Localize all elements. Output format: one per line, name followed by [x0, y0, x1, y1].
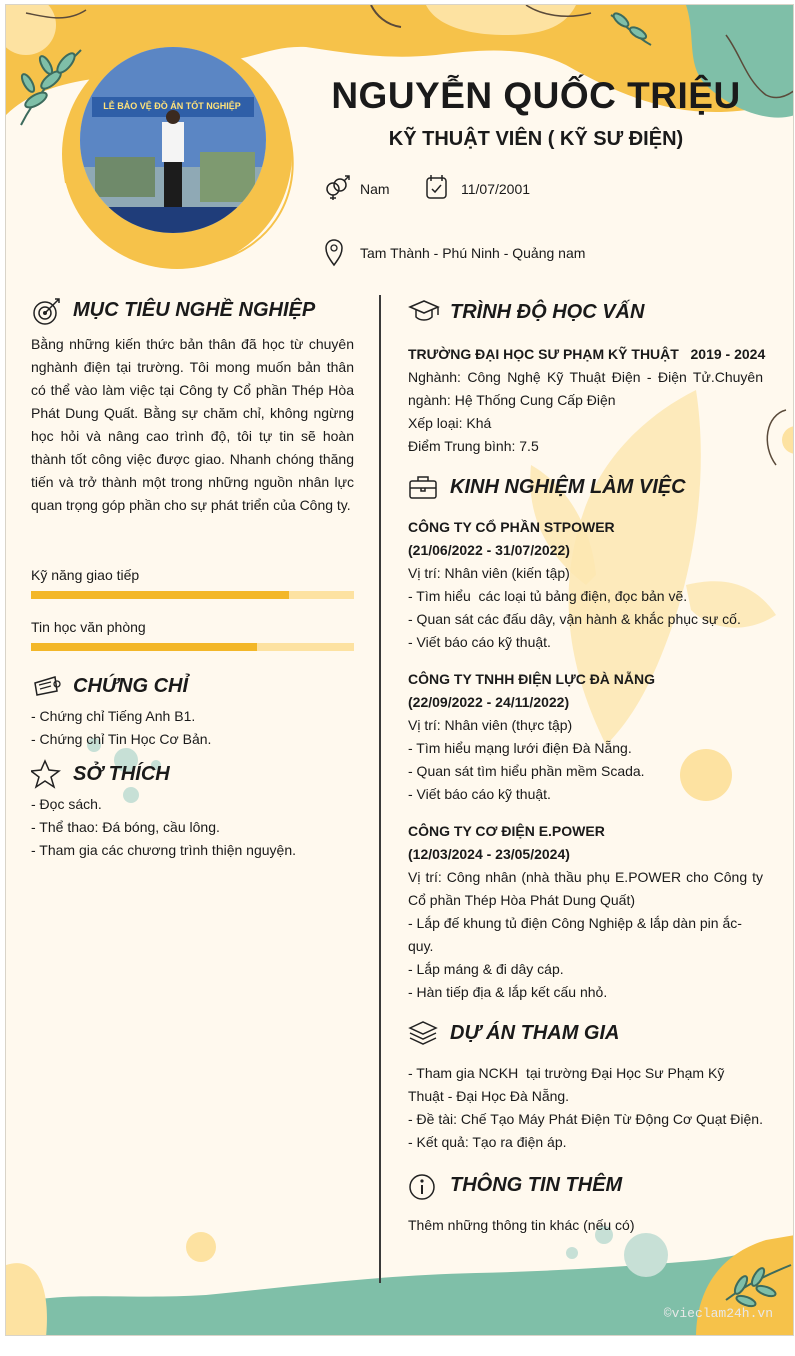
job-period: (22/09/2022 - 24/11/2022)	[408, 694, 570, 710]
job-task: - Quan sát tìm hiểu phần mềm Scada.	[408, 763, 645, 779]
skill-bar	[31, 643, 354, 651]
objective-text: Bằng những kiến thức bản thân đã học từ chuyên nghành điện tại trường. Tôi mong muốn bản thân có thể vào làm việc tại Công ty Cổ phần Thép Hòa Phát Dung Quất. Bằng sự chăm chỉ, không ngừng học hỏi và nâng cao trình độ, tôi tự tin sẽ hoàn thành tốt công việc được giao. Nhanh chóng thăng tiến và trở thành một trong những nguồn nhân lực quan trọng góp phần cho sự phát triển của Công ty.	[31, 336, 354, 513]
education-rank: Xếp loại: Khá	[408, 415, 492, 431]
job-task: - Tìm hiểu các loại tủ bảng điện, đọc bản vẽ.	[408, 588, 688, 604]
education-major: Nghành: Công Nghệ Kỹ Thuật Điện - Điện Tử.Chuyên ngành: Hệ Thống Cung Cấp Điện	[408, 369, 763, 408]
info-icon	[408, 1170, 440, 1202]
target-icon	[31, 295, 63, 327]
briefcase-icon	[408, 472, 440, 502]
skills-section	[31, 567, 354, 651]
candidate-name: NGUYỄN QUỐC TRIỆU	[331, 75, 741, 116]
hobbies-list	[31, 793, 354, 862]
cv-page	[5, 4, 794, 1336]
project-item: - Đề tài: Chế Tạo Máy Phát Điện Từ Động Cơ Quạt Điện.	[408, 1111, 763, 1127]
candidate-job-title: KỸ THUẬT VIÊN ( KỸ SƯ ĐIỆN)	[388, 128, 684, 150]
job-position: Vị trí: Nhân viên (kiến tập)	[408, 565, 570, 581]
job-position: Vị trí: Công nhân (nhà thầu phụ E.POWER cho Công ty Cổ phần Thép Hòa Phát Dung Quất)	[408, 869, 763, 908]
job-task: - Viết báo cáo kỹ thuật.	[408, 786, 551, 802]
job-task: - Quan sát các đấu dây, vận hành & khắc phục sự cố.	[408, 611, 741, 627]
job-period: (12/03/2024 - 23/05/2024)	[408, 846, 570, 862]
project-item: - Kết quả: Tạo ra điện áp.	[408, 1134, 567, 1150]
skill-label: Kỹ năng giao tiếp	[31, 567, 140, 583]
job-company: CÔNG TY CỔ PHẦN STPOWER	[408, 519, 615, 535]
job-position: Vị trí: Nhân viên (thực tập)	[408, 717, 573, 733]
hobby-item: - Đọc sách.	[31, 796, 102, 812]
hobbies-heading	[31, 759, 354, 793]
gender-value: Nam	[360, 181, 390, 197]
job-company: CÔNG TY TNHH ĐIỆN LỰC ĐÀ NẴNG	[408, 671, 656, 687]
job-period: (21/06/2022 - 31/07/2022)	[408, 542, 570, 558]
experience-title: KINH NGHIỆM LÀM VIỆC	[450, 476, 686, 498]
right-column	[408, 297, 766, 1237]
skill-bar-fill	[31, 591, 289, 599]
job-task: - Hàn tiếp địa & lắp kết cấu nhỏ.	[408, 984, 608, 1000]
experience-heading	[408, 472, 763, 506]
education-heading	[408, 297, 763, 331]
additional-heading	[408, 1170, 763, 1204]
certificate-item: - Chứng chỉ Tin Học Cơ Bản.	[31, 731, 212, 747]
hobby-item: - Tham gia các chương trình thiện nguyện.	[31, 842, 296, 858]
job-task: - Lắp máng & đi dây cáp.	[408, 961, 564, 977]
education-gpa: Điểm Trung bình: 7.5	[408, 438, 539, 454]
skill-bar	[31, 591, 354, 599]
education-title: TRÌNH ĐỘ HỌC VẤN	[450, 301, 645, 323]
layers-icon	[408, 1018, 440, 1050]
gender-icon	[323, 173, 351, 201]
address-value: Tam Thành - Phú Ninh - Quảng nam	[360, 245, 586, 261]
certificates-title: CHỨNG CHỈ	[73, 675, 189, 697]
location-pin-icon	[323, 237, 349, 267]
calendar-icon	[424, 173, 450, 201]
projects-heading	[408, 1018, 763, 1052]
certificates-heading	[31, 671, 354, 705]
certificate-scroll-icon	[31, 671, 63, 701]
job-company: CÔNG TY CƠ ĐIỆN E.POWER	[408, 823, 605, 839]
job-task: - Lắp đế khung tủ điện Công Nghiệp & lắp dàn pin ắc-quy.	[408, 915, 742, 954]
education-school: TRƯỜNG ĐẠI HỌC SƯ PHẠM KỸ THUẬT 2019 - 2024	[408, 346, 766, 362]
skill-label: Tin học văn phòng	[31, 619, 146, 635]
projects-list	[408, 1062, 763, 1154]
hobby-item: - Thể thao: Đá bóng, cầu lông.	[31, 819, 220, 835]
additional-title: THÔNG TIN THÊM	[450, 1174, 623, 1196]
photo-banner: LỄ BẢO VỆ ĐỒ ÁN TỐT NGHIỆP	[103, 101, 241, 111]
additional-text: Thêm những thông tin khác (nếu có)	[408, 1217, 635, 1233]
profile-photo	[80, 47, 266, 233]
projects-title: DỰ ÁN THAM GIA	[450, 1022, 620, 1044]
project-item: - Tham gia NCKH tại trường Đại Học Sư Phạm Kỹ Thuật - Đại Học Đà Nẵng.	[408, 1065, 728, 1104]
job-entry	[408, 516, 763, 654]
graduation-cap-icon	[408, 297, 442, 327]
birthdate-value: 11/07/2001	[461, 181, 531, 197]
hobbies-title: SỞ THÍCH	[73, 763, 170, 785]
certificates-list	[31, 705, 354, 751]
job-task: - Viết báo cáo kỹ thuật.	[408, 634, 551, 650]
objective-title: MỤC TIÊU NGHỀ NGHIỆP	[73, 299, 316, 321]
objective-heading	[31, 295, 354, 329]
watermark: ©vieclam24h.vn	[663, 1306, 773, 1321]
left-column	[31, 295, 354, 862]
skill-bar-fill	[31, 643, 257, 651]
certificate-item: - Chứng chỉ Tiếng Anh B1.	[31, 708, 196, 724]
experience-list	[408, 516, 763, 1004]
job-task: - Tìm hiểu mạng lưới điện Đà Nẵng.	[408, 740, 632, 756]
education-body	[408, 343, 766, 458]
job-entry	[408, 668, 763, 806]
star-icon	[31, 759, 63, 789]
job-entry	[408, 820, 763, 1004]
column-divider	[379, 295, 381, 1283]
